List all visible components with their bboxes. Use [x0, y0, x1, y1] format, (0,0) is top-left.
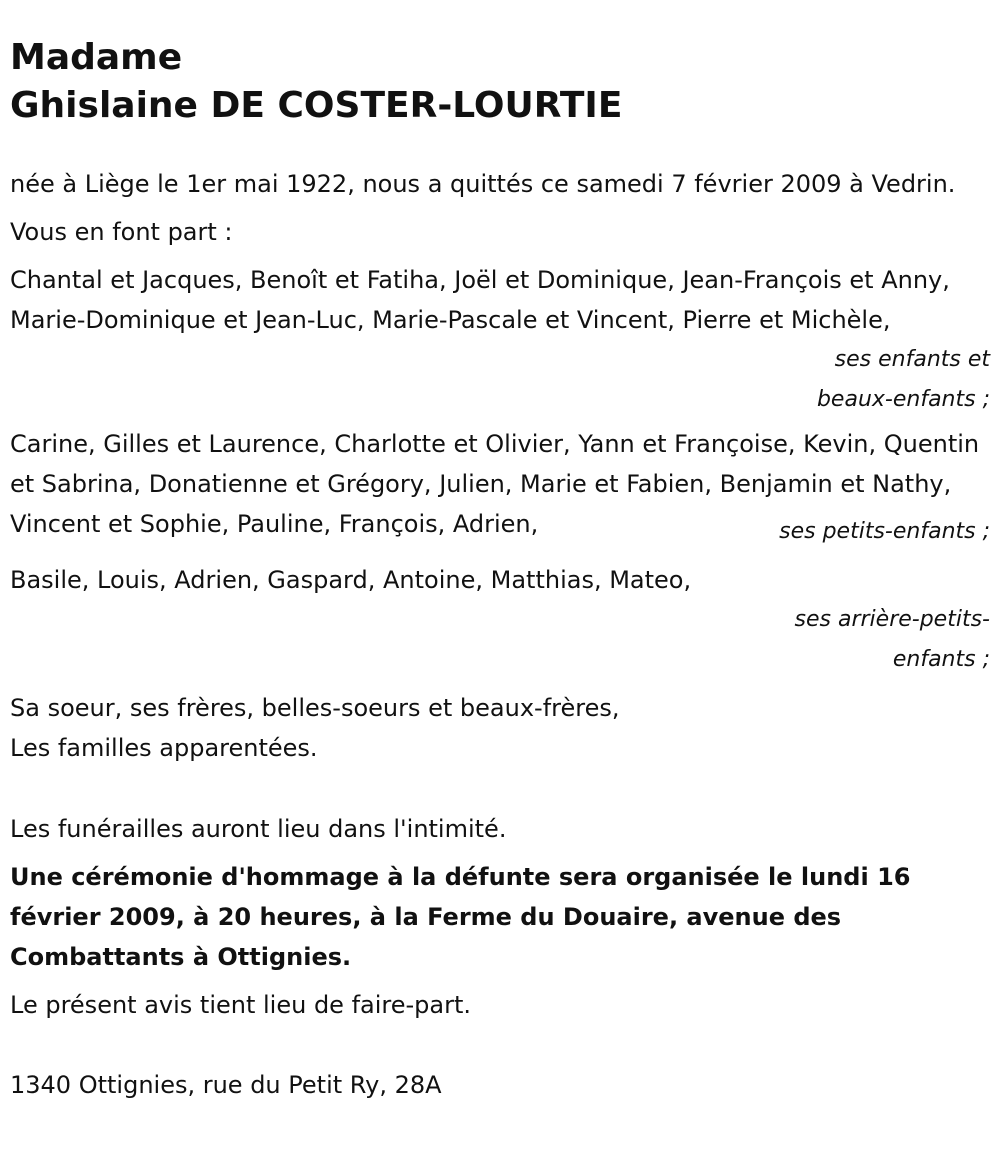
funeral-info: Les funérailles auront lieu dans l'intimité.: [10, 815, 507, 843]
spacer: [10, 252, 990, 260]
children-relation: ses enfants et beaux-enfants ;: [816, 347, 990, 412]
spacer: [10, 130, 990, 164]
siblings-line: Sa soeur, ses frères, belles-soeurs et beaux-frères,: [10, 694, 620, 722]
great-grandchildren-relation: ses arrière-petits-enfants ;: [794, 607, 990, 672]
title-full-name: Ghislaine DE COSTER-LOURTIE: [10, 85, 623, 126]
spacer: [10, 849, 990, 857]
title-honorific: Madame: [10, 37, 183, 78]
great-grandchildren-names: Basile, Louis, Adrien, Gaspard, Antoine, Matthias, Mateo,: [10, 566, 692, 594]
ceremony-info: Une cérémonie d'hommage à la défunte sera organisée le lundi 16 février 2009, à 20 heures, à la Ferme du Douaire, avenue des Combattants à Ottignies.: [10, 863, 911, 971]
spacer: [10, 768, 990, 809]
spacer: [10, 204, 990, 212]
grandchildren-relation: ses petits-enfants ;: [779, 519, 990, 544]
deceased-name-heading: [10, 34, 990, 130]
spacer: [10, 1025, 990, 1065]
announcement-line: Vous en font part :: [10, 218, 233, 246]
families-line: Les familles apparentées.: [10, 734, 318, 762]
notice-line: Le présent avis tient lieu de faire-part.: [10, 991, 472, 1019]
grandchildren-names: Carine, Gilles et Laurence, Charlotte et Olivier, Yann et Françoise, Kevin, Quentin et Sabrina, Donatienne et Grégory, Julien, Marie et Fabien, Benjamin et Nathy, Vincent et Sophie, Pauline, François, Adrien,: [10, 430, 980, 538]
address-line: 1340 Ottignies, rue du Petit Ry, 28A: [10, 1071, 442, 1099]
children-names: Chantal et Jacques, Benoît et Fatiha, Joël et Dominique, Jean-François et Anny, Marie-Dominique et Jean-Luc, Marie-Pascale et Vincent, Pierre et Michèle,: [10, 266, 950, 334]
spacer: [10, 680, 990, 688]
spacer: [10, 977, 990, 985]
birth-death-statement: née à Liège le 1er mai 1922, nous a quittés ce samedi 7 février 2009 à Vedrin.: [10, 170, 956, 198]
